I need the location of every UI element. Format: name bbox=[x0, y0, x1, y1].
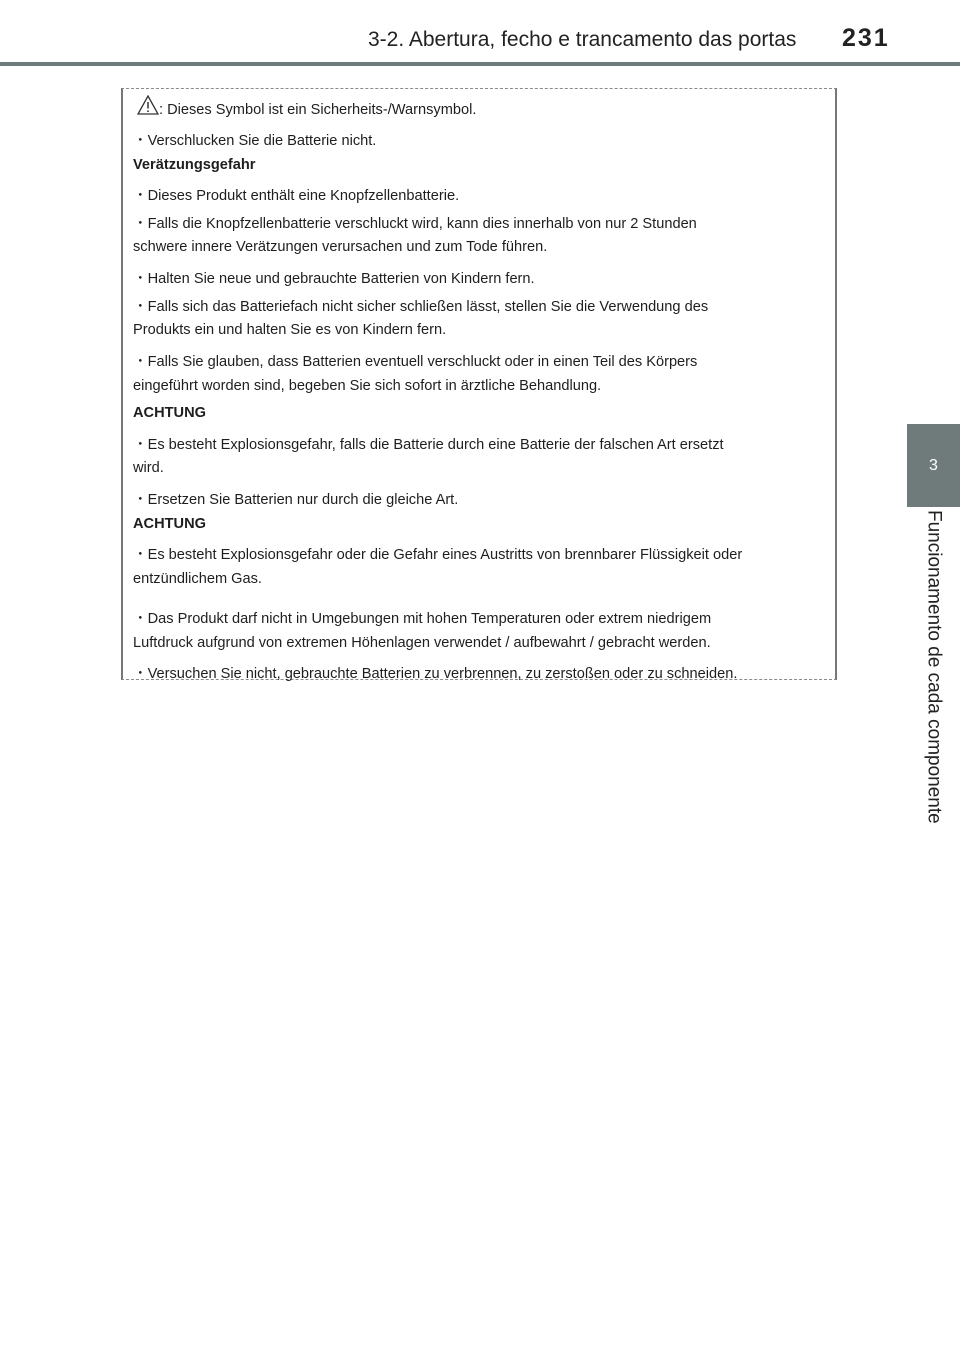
warning-triangle-icon bbox=[137, 95, 159, 115]
safety-notice-box bbox=[121, 88, 837, 680]
notice-line: ・Verschlucken Sie die Batterie nicht. bbox=[133, 133, 377, 149]
notice-line: ・Falls sich das Batteriefach nicht sicher schließen lässt, stellen Sie die Verwendung des bbox=[133, 299, 709, 315]
notice-line: ・Falls Sie glauben, dass Batterien eventuell verschluckt oder in einen Teil des Körpers bbox=[133, 354, 698, 370]
notice-line: wird. bbox=[133, 460, 164, 476]
notice-heading: Verätzungsgefahr bbox=[133, 157, 256, 173]
page-number: 231 bbox=[842, 24, 890, 52]
chapter-label-container bbox=[907, 510, 960, 870]
notice-line: ・Versuchen Sie nicht, gebrauchte Batterien zu verbrennen, zu zerstoßen oder zu schneiden. bbox=[133, 666, 738, 682]
notice-line-symbol: : Dieses Symbol ist ein Sicherheits-/Warnsymbol. bbox=[159, 102, 477, 118]
chapter-tab bbox=[907, 424, 960, 507]
notice-line: ・Es besteht Explosionsgefahr, falls die Batterie durch eine Batterie der falschen Art ersetzt bbox=[133, 437, 724, 453]
notice-line: Produkts ein und halten Sie es von Kindern fern. bbox=[133, 322, 447, 338]
notice-line: ・Halten Sie neue und gebrauchte Batterien von Kindern fern. bbox=[133, 271, 535, 287]
notice-line: ・Ersetzen Sie Batterien nur durch die gleiche Art. bbox=[133, 492, 459, 508]
notice-line: ・Falls die Knopfzellenbatterie verschluckt wird, kann dies innerhalb von nur 2 Stunden bbox=[133, 216, 697, 232]
notice-line: Luftdruck aufgrund von extremen Höhenlagen verwendet / aufbewahrt / gebracht werden. bbox=[133, 635, 711, 651]
header-divider bbox=[0, 62, 960, 66]
notice-line: schwere innere Verätzungen verursachen und zum Tode führen. bbox=[133, 239, 548, 255]
notice-line: ・Das Produkt darf nicht in Umgebungen mit hohen Temperaturen oder extrem niedrigem bbox=[133, 611, 712, 627]
page-header-title: 3-2. Abertura, fecho e trancamento das portas bbox=[368, 28, 797, 51]
chapter-label: Funcionamento de cada componente bbox=[923, 510, 945, 824]
notice-line: eingeführt worden sind, begeben Sie sich sofort in ärztliche Behandlung. bbox=[133, 378, 602, 394]
chapter-number: 3 bbox=[929, 456, 938, 474]
notice-line: ・Dieses Produkt enthält eine Knopfzellenbatterie. bbox=[133, 188, 460, 204]
notice-line: ・Es besteht Explosionsgefahr oder die Gefahr eines Austritts von brennbarer Flüssigkeit oder bbox=[133, 547, 743, 563]
notice-heading: ACHTUNG bbox=[133, 516, 206, 532]
notice-heading: ACHTUNG bbox=[133, 405, 206, 421]
notice-line: entzündlichem Gas. bbox=[133, 571, 262, 587]
